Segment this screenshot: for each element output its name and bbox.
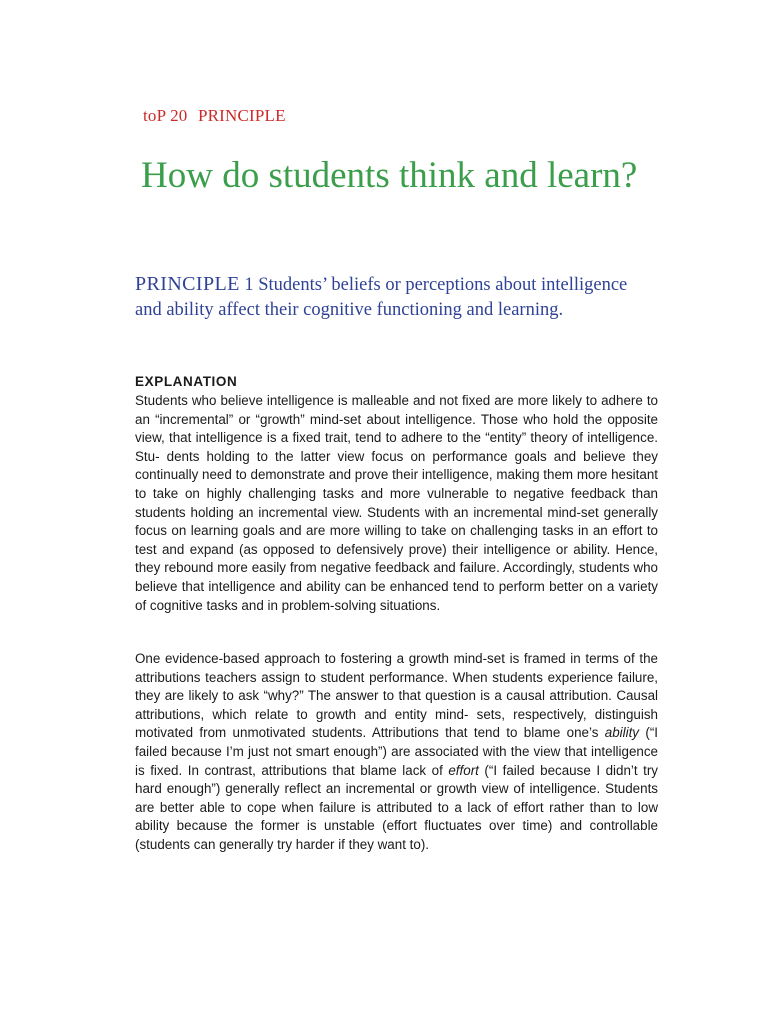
paragraph-2-text-3: (“I failed because I didn’t try hard enough”) generally reflect an incremental or growth view of intelligence. Students are better able to cope when failure is attributed to a lack of effort rather than to low ability because the former is unstable (effort fluctuates over time) and controllable (students can generally try harder if they want to). (135, 762, 659, 852)
principle-number: 1 (244, 275, 254, 295)
emphasis-ability: ability (604, 725, 639, 741)
principle-label: PRINCIPLE (135, 273, 240, 295)
paragraph-2-text-1: One evidence-based approach to fostering a growth mind-set is framed in terms of the attributions teachers assign to student performance. When students experience failure, they are likely to ask “why?” The answer to that question is a causal attribution. Causal attributions, which relate to growth and entity mind- sets, respectively, distinguish motivated from unmotivated students. Attributions that tend to blame one’s (135, 651, 658, 741)
section-eyebrow (143, 106, 286, 126)
paragraph-2-text-2: (“I failed because I’m just not smart enough”) are associated with the view that intelligence is fixed. In contrast, attributions that blame lack of (135, 725, 658, 778)
page-title: How do students think and learn? (141, 155, 638, 196)
principle-statement (135, 272, 650, 323)
principle-text: Students’ beliefs or perceptions about intelligence and ability affect their cognitive functioning and learning. (135, 275, 628, 320)
explanation-paragraph-1: Students who believe intelligence is malleable and not fixed are more likely to adhere to an “incremental” or “growth” mind-set about intelligence. Those who hold the opposite view, that intelligence is a fixed trait, tend to adhere to the “entity” theory of intelligence. Stu- dents holding to the latter view focus on performance goals and believe they continually need to demonstrate and prove their intelligence, making them more hesitant to take on highly challenging tasks and more vulnerable to negative feedback than students holding an incremental view. Students with an incremental mind-set generally focus on learning goals and are more willing to take on challenging tasks in an effort to test and expand (as opposed to defensively prove) their intelligence or ability. Hence, they rebound more easily from negative feedback and failure. Accordingly, students who believe that intelligence and ability can be enhanced tend to perform better on a variety of cognitive tasks and in problem-solving situations. (135, 393, 658, 613)
explanation-paragraph-2 (135, 650, 658, 855)
eyebrow-principle: PRINCIPLE (197, 106, 286, 125)
eyebrow-top20: toP 20 (143, 106, 188, 125)
emphasis-effort: effort (448, 762, 479, 778)
explanation-heading: EXPLANATION (135, 374, 238, 389)
